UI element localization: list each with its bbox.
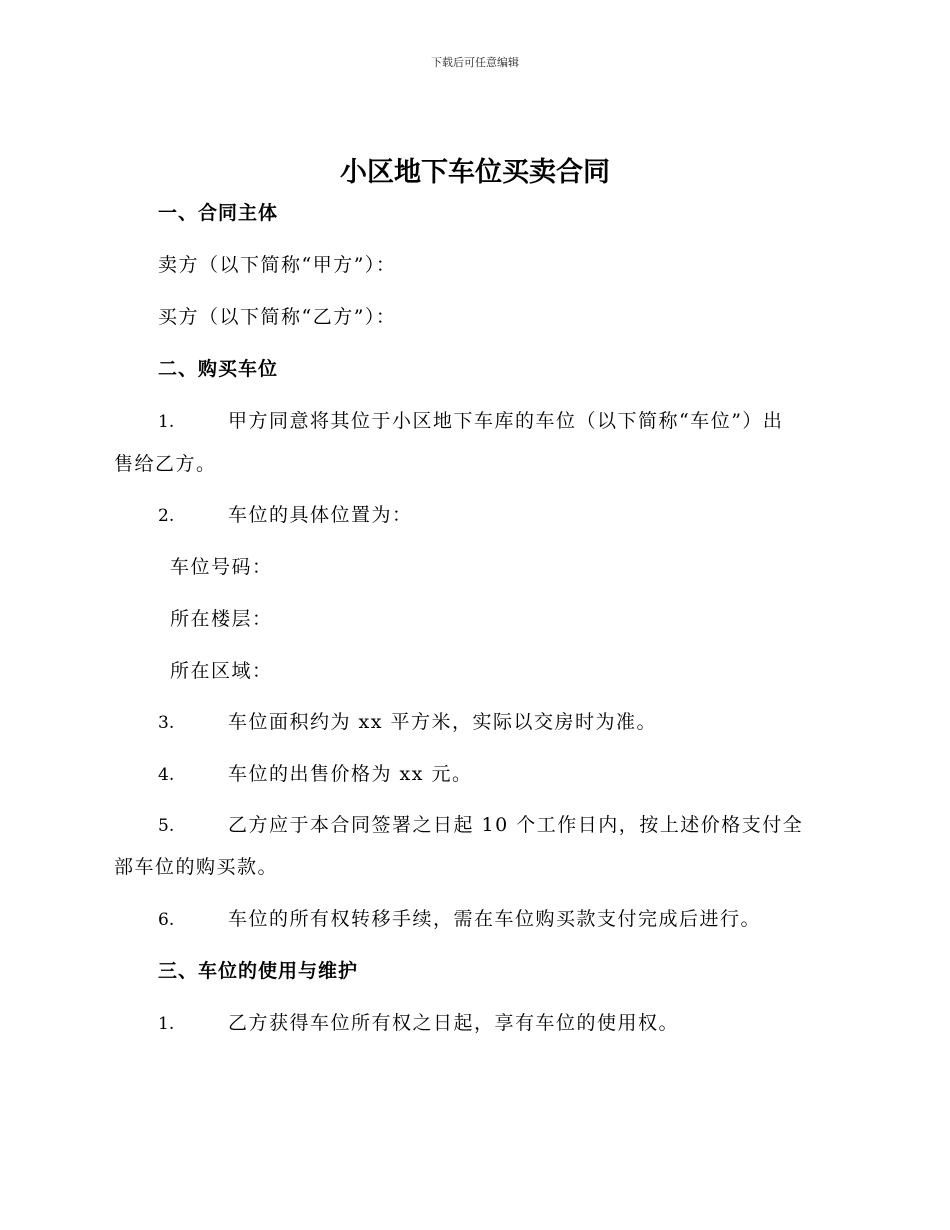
clause-number: 2. xyxy=(158,506,175,526)
location-number: 车位号码： xyxy=(170,556,273,578)
contract-title: 小区地下车位买卖合同 xyxy=(340,157,610,188)
clause-2-2 xyxy=(158,500,413,527)
clause-2-1-continuation: 售给乙方。 xyxy=(114,453,217,475)
clause-2-6 xyxy=(158,904,761,931)
section-heading-1: 一、合同主体 xyxy=(158,202,279,224)
clause-2-5 xyxy=(158,810,803,837)
clause-text: 乙方获得车位所有权之日起，享有车位的使用权。 xyxy=(228,1012,680,1034)
header-note: 下载后可任意编辑 xyxy=(431,56,519,69)
clause-2-1 xyxy=(158,406,783,433)
buyer-line: 买方（以下简称“乙方”）： xyxy=(158,306,397,328)
clause-text: 车位面积约为 xx 平方米，实际以交房时为准。 xyxy=(228,711,658,733)
clause-2-4 xyxy=(158,759,473,786)
section-heading-2: 二、购买车位 xyxy=(158,358,279,380)
clause-text: 车位的所有权转移手续，需在车位购买款支付完成后进行。 xyxy=(228,908,762,930)
clause-3-1 xyxy=(158,1008,679,1035)
clause-text: 车位的出售价格为 xx 元。 xyxy=(228,763,473,785)
clause-number: 6. xyxy=(158,910,175,930)
clause-number: 4. xyxy=(158,765,175,785)
clause-number: 3. xyxy=(158,713,175,733)
section-heading-3: 三、车位的使用与维护 xyxy=(158,960,359,982)
clause-text: 车位的具体位置为： xyxy=(228,504,413,526)
location-area: 所在区域： xyxy=(170,660,273,682)
clause-number: 1. xyxy=(158,1014,175,1034)
clause-number: 1. xyxy=(158,412,175,432)
clause-text: 乙方应于本合同签署之日起 10 个工作日内，按上述价格支付全 xyxy=(228,814,804,836)
clause-2-3 xyxy=(158,707,657,734)
location-floor: 所在楼层： xyxy=(170,608,273,630)
clause-number: 5. xyxy=(158,816,175,836)
clause-2-5-continuation: 部车位的购买款。 xyxy=(114,856,279,878)
clause-text: 甲方同意将其位于小区地下车库的车位（以下简称“车位”）出 xyxy=(228,410,784,432)
seller-line: 卖方（以下简称“甲方”）： xyxy=(158,254,397,276)
